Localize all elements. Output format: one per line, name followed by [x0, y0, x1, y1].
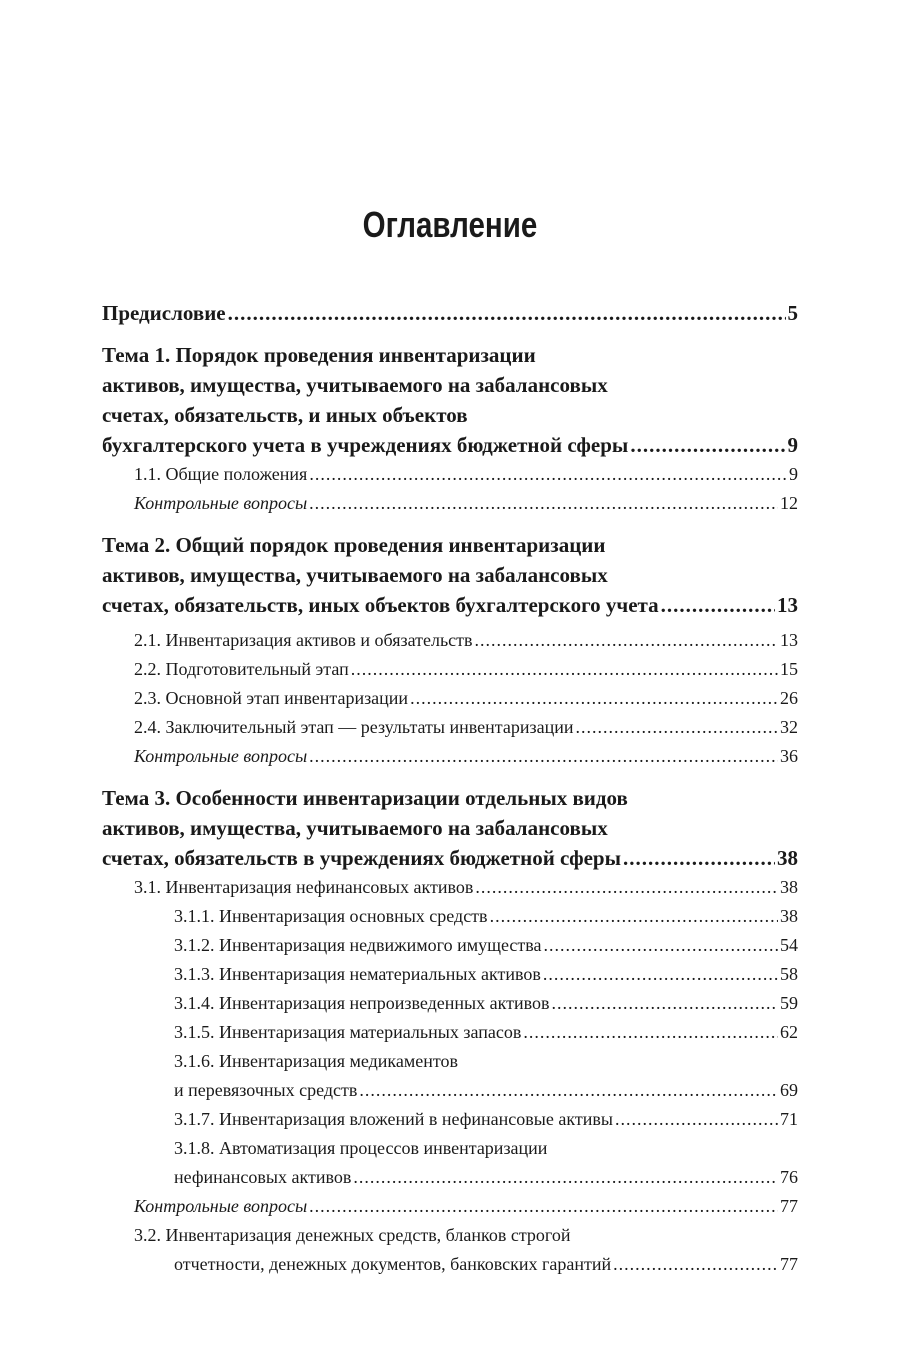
topic-title-line: активов, имущества, учитываемого на забалансовых [102, 373, 608, 397]
page-number: 71 [780, 1109, 798, 1129]
dot-leader [475, 873, 778, 902]
toc-entry-control-questions[interactable] [102, 489, 798, 518]
toc-entry[interactable] [102, 902, 798, 931]
page-number: 77 [780, 1254, 798, 1274]
page-number: 9 [787, 433, 798, 457]
entry-title-cont: нефинансовых активов [174, 1167, 352, 1187]
toc-topic-1[interactable] [102, 340, 798, 460]
entry-title: 3.1.4. Инвентаризация непроизведенных активов [174, 993, 550, 1013]
toc-entry[interactable] [102, 713, 798, 742]
toc-topic-2[interactable] [102, 530, 798, 620]
page-number: 62 [780, 1022, 798, 1042]
page-number: 26 [780, 688, 798, 708]
entry-title: 3.1.1. Инвентаризация основных средств [174, 906, 488, 926]
entry-title: 1.1. Общие положения [134, 464, 308, 484]
page-number: 54 [780, 935, 798, 955]
entry-title: 2.1. Инвентаризация активов и обязательств [134, 630, 473, 650]
topic-title-line: Тема 2. Общий порядок проведения инвентаризации [102, 533, 606, 557]
toc-entry[interactable] [102, 873, 798, 902]
toc-entry[interactable] [102, 1221, 798, 1279]
page-number: 13 [780, 630, 798, 650]
dot-leader [490, 902, 778, 931]
entry-title: 3.1.5. Инвентаризация материальных запасов [174, 1022, 522, 1042]
dot-leader [552, 989, 778, 1018]
entry-title: 2.4. Заключительный этап — результаты инвентаризации [134, 717, 574, 737]
dot-leader [309, 489, 778, 518]
topic-title-line: активов, имущества, учитываемого на забалансовых [102, 816, 608, 840]
toc-entry[interactable] [102, 960, 798, 989]
dot-leader [475, 626, 778, 655]
page-number: 5 [787, 301, 798, 325]
dot-leader [523, 1018, 778, 1047]
dot-leader [228, 298, 786, 328]
entry-title: Контрольные вопросы [134, 493, 308, 513]
topic-title-line: счетах, обязательств в учреждениях бюджетной сферы [102, 846, 622, 870]
toc-entry[interactable] [102, 1134, 798, 1192]
entry-title: 3.2. Инвентаризация денежных средств, бланков строгой [134, 1225, 571, 1245]
entry-title: 3.1.3. Инвентаризация нематериальных активов [174, 964, 541, 984]
entry-title: 3.1.6. Инвентаризация медикаментов [174, 1051, 459, 1071]
entry-title: 3.1. Инвентаризация нефинансовых активов [134, 877, 474, 897]
entry-title: 3.1.8. Автоматизация процессов инвентаризации [174, 1138, 548, 1158]
dot-leader [630, 430, 785, 460]
toc-entry[interactable] [102, 1018, 798, 1047]
toc-entry[interactable] [102, 1047, 798, 1105]
entry-title: 2.3. Основной этап инвентаризации [134, 688, 409, 708]
page-number: 76 [780, 1167, 798, 1187]
page-number: 9 [789, 464, 798, 484]
toc-entry[interactable] [102, 931, 798, 960]
toc-entry-control-questions[interactable] [102, 742, 798, 771]
entry-title-cont: отчетности, денежных документов, банковских гарантий [174, 1254, 612, 1274]
entry-title: Контрольные вопросы [134, 746, 308, 766]
page-number: 13 [777, 593, 798, 617]
dot-leader [544, 931, 779, 960]
page-number: 77 [780, 1196, 798, 1216]
dot-leader [309, 1192, 778, 1221]
page-number: 58 [780, 964, 798, 984]
page-number: 59 [780, 993, 798, 1013]
page-number: 38 [780, 906, 798, 926]
entry-title: Предисловие [102, 301, 226, 325]
dot-leader [351, 655, 778, 684]
dot-leader [615, 1105, 778, 1134]
page-title: Оглавление [362, 204, 538, 245]
page-number: 36 [780, 746, 798, 766]
toc-entry-preface[interactable] [102, 298, 798, 328]
page-number: 69 [780, 1080, 798, 1100]
toc-topic-3[interactable] [102, 783, 798, 873]
dot-leader [576, 713, 779, 742]
toc-entry[interactable] [102, 655, 798, 684]
topic-title-line: счетах, обязательств, и иных объектов [102, 403, 468, 427]
entry-title: 3.1.2. Инвентаризация недвижимого имущества [174, 935, 542, 955]
topic-title-line: Тема 1. Порядок проведения инвентаризации [102, 343, 536, 367]
dot-leader [543, 960, 778, 989]
topic-title-line: счетах, обязательств, иных объектов бухгалтерского учета [102, 593, 659, 617]
dot-leader [309, 460, 787, 489]
dot-leader [410, 684, 778, 713]
toc-entry-control-questions[interactable] [102, 1192, 798, 1221]
toc-entry[interactable] [102, 989, 798, 1018]
dot-leader [309, 742, 778, 771]
page-number: 38 [780, 877, 798, 897]
entry-title: 3.1.7. Инвентаризация вложений в нефинансовые активы [174, 1109, 613, 1129]
page-number: 12 [780, 493, 798, 513]
page-number: 32 [780, 717, 798, 737]
dot-leader [359, 1076, 778, 1105]
topic-title-line: активов, имущества, учитываемого на забалансовых [102, 563, 608, 587]
dot-leader [661, 590, 775, 620]
dot-leader [613, 1250, 778, 1279]
page-number: 38 [777, 846, 798, 870]
table-of-contents [102, 298, 798, 1279]
entry-title: Контрольные вопросы [134, 1196, 308, 1216]
toc-entry[interactable] [102, 684, 798, 713]
page-number: 15 [780, 659, 798, 679]
entry-title: 2.2. Подготовительный этап [134, 659, 349, 679]
toc-entry[interactable] [102, 626, 798, 655]
dot-leader [353, 1163, 778, 1192]
toc-entry[interactable] [102, 460, 798, 489]
toc-entry[interactable] [102, 1105, 798, 1134]
entry-title-cont: и перевязочных средств [174, 1080, 358, 1100]
dot-leader [623, 843, 775, 873]
topic-title-line: бухгалтерского учета в учреждениях бюджетной сферы [102, 433, 629, 457]
topic-title-line: Тема 3. Особенности инвентаризации отдельных видов [102, 786, 628, 810]
